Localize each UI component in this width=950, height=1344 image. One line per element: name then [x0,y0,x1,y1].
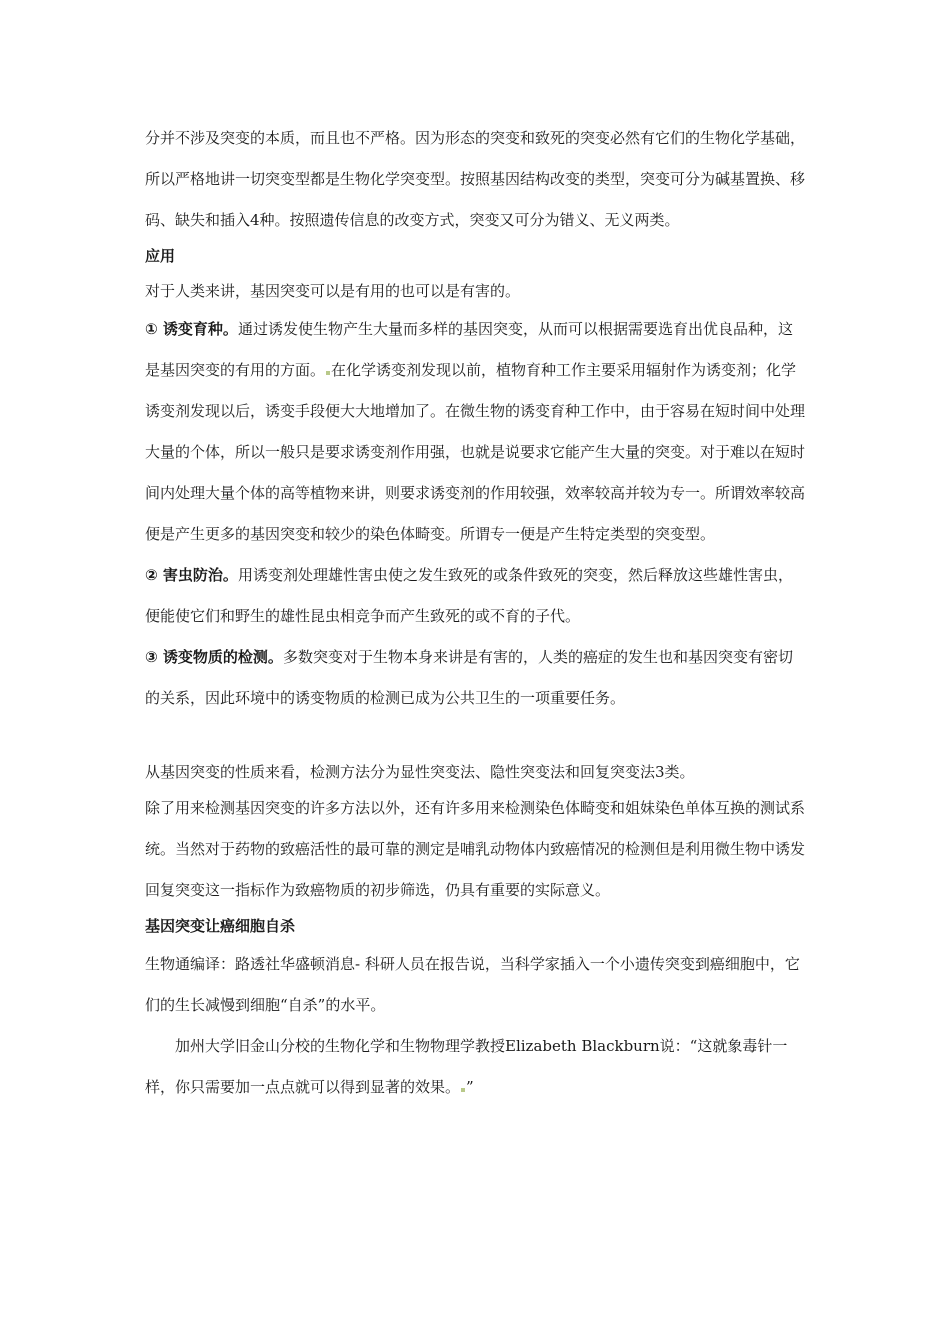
document-page [145,118,807,1108]
item-pest-control [145,555,807,637]
heading-cancer-suicide: 基因突变让癌细胞自杀 [145,917,296,935]
item-mutagen-detection-title: ③ 诱变物质的检测。 [145,648,283,666]
paragraph-mutation-types: 分并不涉及突变的本质，而且也不严格。因为形态的突变和致死的突变必然有它们的生物化学基础，所以严格地讲一切突变型都是生物化学突变型。按照基因结构改变的类型，突变可分为碱基置换、移码、缺失和插入4种。按照遗传信息的改变方式，突变又可分为错义、无义两类。 [145,129,806,229]
spacer [145,719,807,745]
item-mutation-breeding [145,309,807,555]
item-pest-control-text: 用诱变剂处理雄性害虫使之发生致死的或条件致死的突变，然后释放这些雄性害虫，便能使它们和野生的雄性昆虫相竞争而产生致死的或不育的子代。 [145,566,793,625]
paragraph-detection-methods: 从基因突变的性质来看，检测方法分为显性突变法、隐性突变法和回复突变法3类。 [145,763,695,781]
item-mutagen-detection [145,637,807,719]
heading-application: 应用 [145,247,176,265]
quote-text: 加州大学旧金山分校的生物化学和生物物理学教授Elizabeth Blackburn说：“这就象毒针一样，你只需要加一点点就可以得到显著的效果。 [145,1037,788,1096]
item-mutagen-detection-text: 多数突变对于生物本身来讲是有害的，人类的癌症的发生也和基因突变有密切的关系，因此环境中的诱变物质的检测已成为公共卫生的一项重要任务。 [145,648,793,707]
paragraph-other-tests: 除了用来检测基因突变的许多方法以外，还有许多用来检测染色体畸变和姐妹染色单体互换的测试系统。当然对于药物的致癌活性的最可靠的测定是哺乳动物体内致癌情况的检测但是利用微生物中诱发回复突变这一指标作为致癌物质的初步筛选，仍具有重要的实际意义。 [145,799,806,899]
item-mutation-breeding-title: ① 诱变育种。 [145,320,238,338]
paragraph-quote [145,1026,807,1108]
paragraph-intro: 对于人类来讲，基因突变可以是有用的也可以是有害的。 [145,282,521,300]
quote-close: ” [466,1078,474,1096]
marker-dot [461,1088,465,1092]
marker-dot [326,371,330,375]
paragraph-news: 生物通编译：路透社华盛顿消息- 科研人员在报告说，当科学家插入一个小遗传突变到癌细胞中，它们的生长减慢到细胞“自杀”的水平。 [145,955,800,1014]
item-mutation-breeding-text-a: 通过诱发使生物产生大量而多样的基因突变，从而可以根据需要选育出优良品种，这是基因突变的有用的方面。 [145,320,793,379]
item-pest-control-title: ② 害虫防治。 [145,566,238,584]
item-mutation-breeding-text-b: 在化学诱变剂发现以前，植物育种工作主要采用辐射作为诱变剂；化学诱变剂发现以后，诱变手段便大大地增加了。在微生物的诱变育种工作中，由于容易在短时间中处理大量的个体，所以一般只是要求诱变剂作用强，也就是说要求它能产生大量的突变。对于难以在短时间内处理大量个体的高等植物来讲，则要求诱变剂的作用较强，效率较高并较为专一。所谓效率较高便是产生更多的基因突变和较少的染色体畸变。所谓专一便是产生特定类型的突变型。 [145,361,806,543]
